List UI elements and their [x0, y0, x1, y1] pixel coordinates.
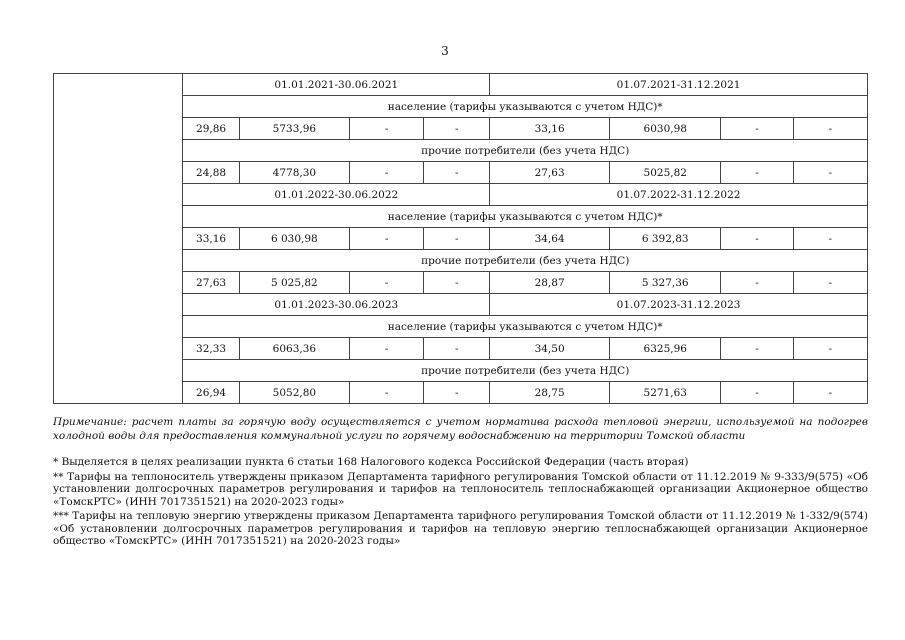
- value-cell: 6325,96: [610, 338, 721, 360]
- value-cell: -: [424, 272, 490, 294]
- value-cell: 5271,63: [610, 382, 721, 404]
- value-cell: -: [721, 338, 793, 360]
- population-label: население (тарифы указываются с учетом НДС)*: [183, 206, 868, 228]
- blank-left-cell: [54, 74, 183, 404]
- value-cell: 28,75: [490, 382, 610, 404]
- population-label: население (тарифы указываются с учетом НДС)*: [183, 96, 868, 118]
- value-cell: 33,16: [183, 228, 239, 250]
- value-cell: -: [721, 162, 793, 184]
- period-second-half: 01.07.2021-31.12.2021: [490, 74, 868, 96]
- value-cell: 5 025,82: [239, 272, 349, 294]
- others-label: прочие потребители (без учета НДС): [183, 360, 868, 382]
- value-cell: -: [793, 382, 867, 404]
- value-cell: -: [721, 382, 793, 404]
- value-cell: 6030,98: [610, 118, 721, 140]
- value-cell: 34,64: [490, 228, 610, 250]
- value-cell: -: [793, 228, 867, 250]
- value-cell: -: [721, 228, 793, 250]
- period-first-half: 01.01.2022-30.06.2022: [183, 184, 490, 206]
- value-cell: -: [793, 338, 867, 360]
- value-cell: -: [424, 162, 490, 184]
- others-label: прочие потребители (без учета НДС): [183, 250, 868, 272]
- value-cell: 27,63: [490, 162, 610, 184]
- value-cell: 4778,30: [239, 162, 349, 184]
- value-cell: -: [793, 162, 867, 184]
- value-cell: -: [350, 228, 424, 250]
- value-cell: 33,16: [490, 118, 610, 140]
- value-cell: -: [424, 228, 490, 250]
- period-first-half: 01.01.2023-30.06.2023: [183, 294, 490, 316]
- value-cell: 32,33: [183, 338, 239, 360]
- period-first-half: 01.01.2021-30.06.2021: [183, 74, 490, 96]
- value-cell: 5025,82: [610, 162, 721, 184]
- value-cell: -: [424, 382, 490, 404]
- value-cell: -: [721, 272, 793, 294]
- value-cell: -: [350, 382, 424, 404]
- value-cell: -: [350, 162, 424, 184]
- period-header-row: [54, 74, 868, 96]
- footnote-heat-energy: *** Тарифы на тепловую энергию утверждены приказом Департамента тарифного регулирования Томской области от 11.12.2019 № 1-332/9(574) «Об установлении долгосрочных параметров регулирования и тарифов на тепловую энергию теплоснабжающей организации Акционерное общество «ТомскРТС» (ИНН 7017351521) на 2020-2023 годы»: [53, 510, 868, 547]
- value-cell: -: [793, 118, 867, 140]
- value-cell: -: [350, 272, 424, 294]
- value-cell: 27,63: [183, 272, 239, 294]
- footnote-heat-carrier: ** Тарифы на теплоноситель утверждены приказом Департамента тарифного регулирования Томской области от 11.12.2019 № 9-333/9(575) «Об установлении долгосрочных параметров регулирования и тарифов на теплоноситель теплоснабжающей организации Акционерное общество «ТомскРТС» (ИНН 7017351521) на 2020-2023 годы»: [53, 470, 868, 508]
- value-cell: 6 030,98: [239, 228, 349, 250]
- period-second-half: 01.07.2022-31.12.2022: [490, 184, 868, 206]
- value-cell: -: [424, 338, 490, 360]
- footnote-vat: * Выделяется в целях реализации пункта 6 статьи 168 Налогового кодекса Российской Федерации (часть вторая): [53, 456, 689, 468]
- value-cell: 5 327,36: [610, 272, 721, 294]
- value-cell: 26,94: [183, 382, 239, 404]
- value-cell: 5052,80: [239, 382, 349, 404]
- tariff-table-body: [54, 74, 868, 404]
- value-cell: 34,50: [490, 338, 610, 360]
- tariff-table: [53, 73, 868, 404]
- others-label: прочие потребители (без учета НДС): [183, 140, 868, 162]
- value-cell: 5733,96: [239, 118, 349, 140]
- footnotes: [53, 456, 868, 548]
- value-cell: 28,87: [490, 272, 610, 294]
- page-number: 3: [441, 44, 449, 58]
- value-cell: 6063,36: [239, 338, 349, 360]
- value-cell: 6 392,83: [610, 228, 721, 250]
- value-cell: -: [721, 118, 793, 140]
- value-cell: 24,88: [183, 162, 239, 184]
- period-second-half: 01.07.2023-31.12.2023: [490, 294, 868, 316]
- value-cell: -: [350, 338, 424, 360]
- value-cell: -: [424, 118, 490, 140]
- population-label: население (тарифы указываются с учетом НДС)*: [183, 316, 868, 338]
- table-note: Примечание: расчет платы за горячую воду осуществляется с учетом норматива расхода тепловой энергии, используемой на подогрев холодной воды для предоставления коммунальной услуги по горячему водоснабжению на территории Томской области: [53, 416, 868, 442]
- value-cell: -: [793, 272, 867, 294]
- value-cell: -: [350, 118, 424, 140]
- value-cell: 29,86: [183, 118, 239, 140]
